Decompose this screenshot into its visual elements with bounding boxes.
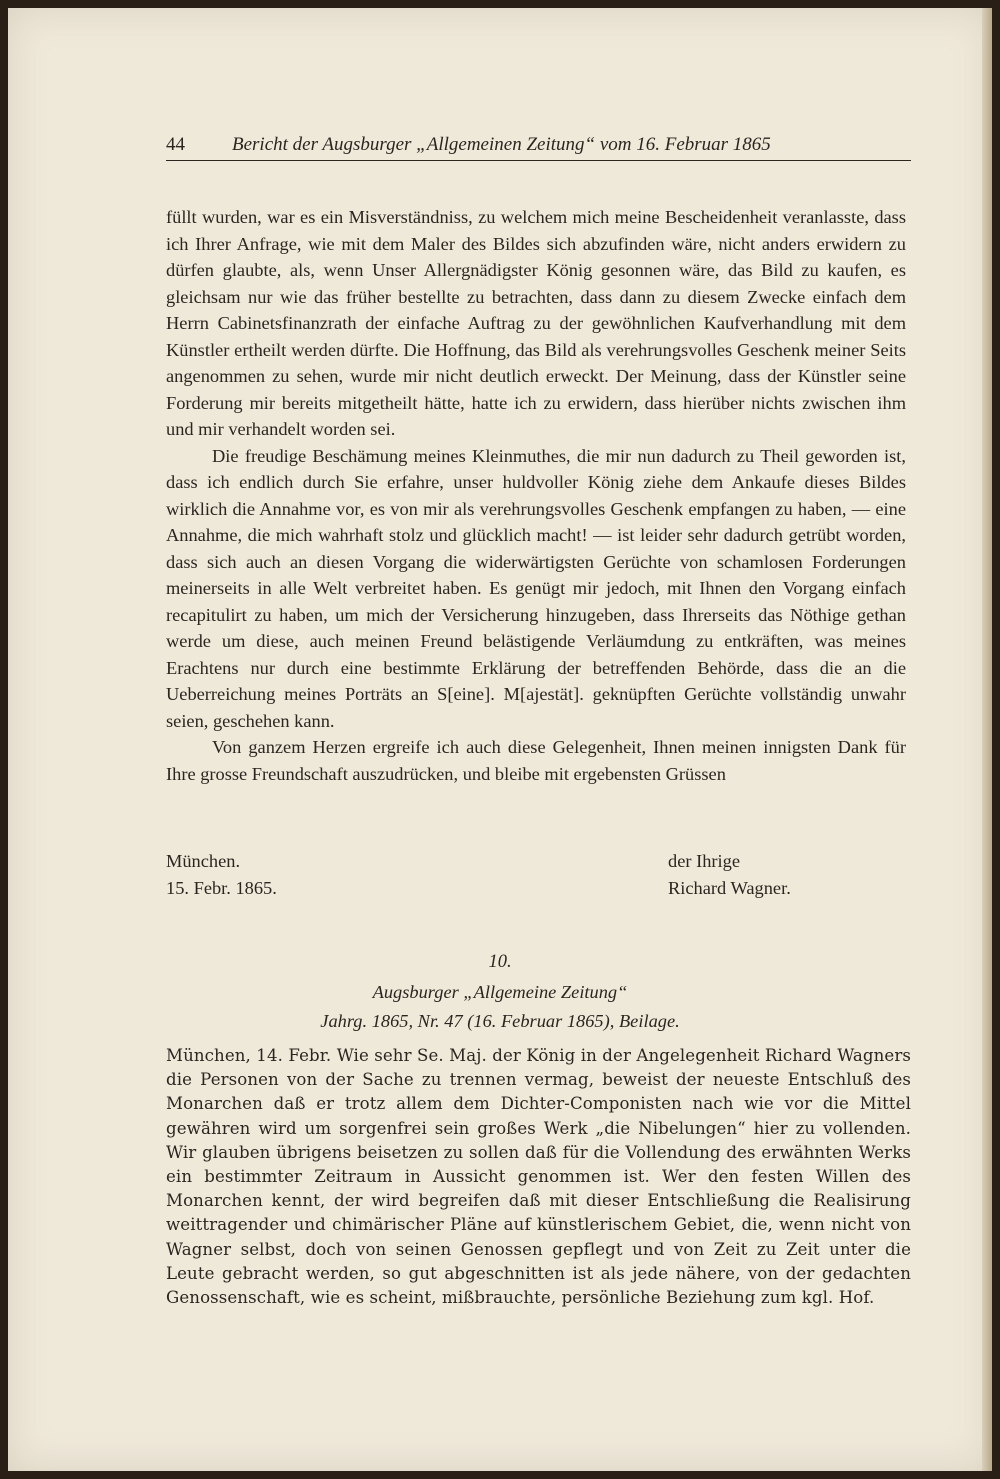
letter-closing xyxy=(166,848,906,901)
section-title: Augsburger „Allgemeine Zeitung“ xyxy=(372,982,628,1002)
letter-closing-phrase: der Ihrige xyxy=(668,851,740,871)
letter-paragraph: Die freudige Beschämung meines Kleinmuthes, die mir nun dadurch zu Theil geworden ist, dass ich endlich durch Sie erfahre, unser huldvoller König ziehe dem Ankaufe dieses Bildes wirklich die Annahme vor, es von mir als verehrungsvolles Geschenk empfangen zu haben, — eine Annahme, die mich wahrhaft stolz und glücklich macht! — ist leider sehr dadurch getrübt worden, dass sich auch an diesen Vorgang die widerwärtigsten Gerüchte von schamlosen Forderungen meinerseits in alle Welt verbreitet haben. Es genügt mir jedoch, mit Ihnen den Vorgang einfach recapitulirt zu haben, um mich der Versicherung hinzugeben, dass Ihrerseits das Nöthige gethan werde um diese, auch meinen Freund belästigende Verläumdung zu entkräften, was meines Erachtens nur durch eine bestimmte Erklärung der betreffenden Behörde, dass die an die Ueberreichung meines Porträts an S[eine]. M[ajestät]. geknüpften Gerüchte vollständig unwahr seien, geschehen kann. xyxy=(166,445,906,731)
running-header xyxy=(166,134,911,161)
letter-signature: Richard Wagner. xyxy=(668,877,791,898)
letter-paragraph: füllt wurden, war es ein Misverständniss, zu welchem mich meine Bescheidenheit veranlasste, dass ich Ihrer Anfrage, wie mit dem Maler des Bildes sich abzufinden wäre, nicht anders erwidern zu dürfen glaubte, als, wenn Unser Allergnädigster König gesonnen wäre, das Bild zu kaufen, es gleichsam nur wie das früher bestellte zu betrachten, dass dann zu diesem Zwecke einfach dem Herrn Cabinetsfinanzrath der einfache Auftrag zu der gewöhnlichen Kaufverhandlung mit dem Künstler ertheilt werden dürfte. Die Hoffnung, das Bild als verehrungsvolles Geschenk meiner Seits angenommen zu sehen, wurde mir nicht deutlich erweckt. Der Meinung, dass der Künstler seine Forderung mir bereits mitgetheilt hätte, hatte ich zu erwidern, dass hierüber nichts zwischen ihm und mir verhandelt worden sei. xyxy=(166,207,906,439)
page-number: 44 xyxy=(166,134,185,155)
letter-body xyxy=(166,204,906,787)
newspaper-paragraph: München, 14. Febr. Wie sehr Se. Maj. der König in der Angelegenheit Richard Wagners die Personen von der Sache zu trennen vermag, beweist der neueste Entschluß des Monarchen daß er trotz allem dem Dichter-Componisten nach wie vor die Mittel gewähren wird um sorgenfrei sein großes Werk „die Nibelungen“ hier zu vollenden. Wir glauben übrigens beisetzen zu sollen daß für die Vollendung des erwähnten Werks ein bestimmter Zeitraum in Aussicht genommen ist. Wer den festen Willen des Monarchen kennt, der wird begreifen daß mit dieser Entschließung die Realisirung weittragender und chimärischer Pläne auf künstlerischem Gebiet, die, wenn nicht von Wagner selbst, doch von seinen Genossen gepflegt und von Zeit zu Zeit unter die Leute gebracht werden, so gut abgeschnitten ist als jede nähere, von der gedachten Genossenschaft, wie es scheint, mißbrauchte, persönliche Beziehung zum kgl. Hof. xyxy=(166,1046,911,1308)
section-number: 10. xyxy=(488,952,512,972)
letter-place: München. xyxy=(166,851,241,871)
running-title: Bericht der Augsburger „Allgemeinen Zeitung“ vom 16. Februar 1865 xyxy=(232,134,771,155)
page-edge xyxy=(982,8,992,1471)
section-subtitle: Jahrg. 1865, Nr. 47 (16. Februar 1865), Beilage. xyxy=(320,1011,680,1031)
newspaper-text xyxy=(166,1044,911,1310)
letter-paragraph: Von ganzem Herzen ergreife ich auch diese Gelegenheit, Ihnen meinen innigsten Dank für Ihre grosse Freundschaft auszudrücken, und bleibe mit ergebensten Grüssen xyxy=(166,737,906,784)
letter-date: 15. Febr. 1865. xyxy=(166,877,277,898)
book-page xyxy=(8,8,992,1471)
